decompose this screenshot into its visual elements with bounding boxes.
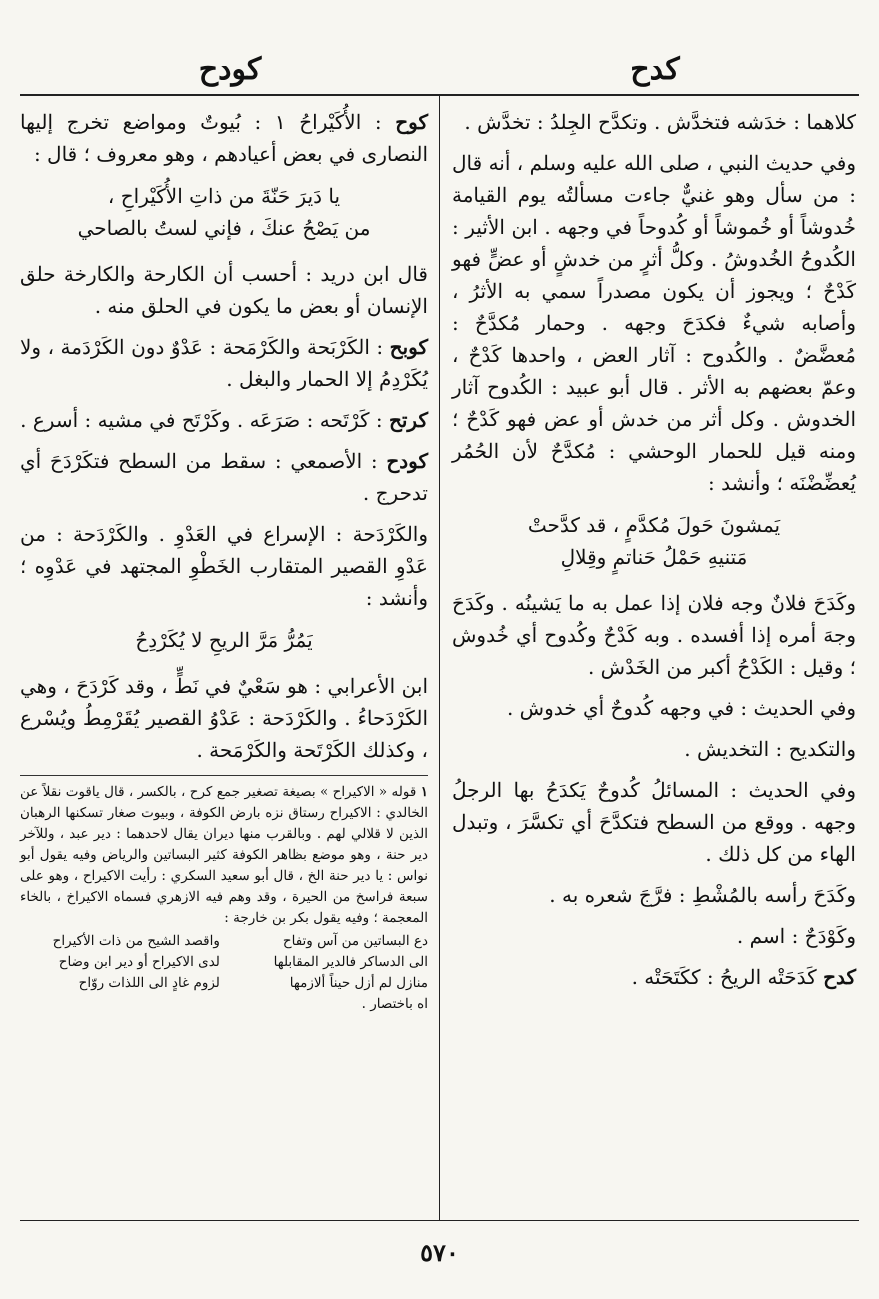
entry-paragraph: وكَدَحَ فلانٌ وجه فلان إذا عمل به ما يَشينُه . وكَدَحَ وجهَ أمره إذا أفسده . وبه كَدْحٌ وكُدوح أي خُدوش ؛ وقيل : الكَدْحُ أكبر من الخَدْش . [452, 591, 856, 679]
verse-block [20, 180, 428, 244]
column-right [452, 106, 856, 1002]
footnote-verse-row [20, 931, 428, 952]
entry-kdh [452, 961, 856, 993]
verse-hemistich: لدى الاكيراح أو دير ابن وضاح [58, 954, 220, 970]
column-left [20, 106, 428, 1015]
footnote-verse-row [20, 952, 428, 973]
footer-rule [20, 1220, 859, 1221]
verse-line: يَمُرُّ مَرَّ الريحِ لا يُكَرْدِحُ [135, 628, 313, 652]
entry-paragraph: وكَوْدَحٌ : اسم . [736, 924, 856, 948]
verse-block [452, 509, 856, 573]
page-header-left: كودح [198, 52, 262, 87]
footnote-mark: ١ [420, 784, 428, 800]
entry-text: : الأُكَيْراحُ ١ : بُيوتٌ ومواضع تخرج إليها النصارى في بعض أعيادهم ، وهو معروف ؛ قال : [20, 110, 428, 166]
column-divider [439, 96, 440, 1220]
entry-text: : الكَرْبَحة والكَرْمَحة : عَدْوٌ دون الكَرْدَمة ، ولا يُكَرْدِمُ إلا الحمار والبغل . [20, 335, 428, 391]
headword: كوبح [389, 335, 428, 359]
headword: كرتح [388, 408, 428, 432]
headword: كودح [386, 449, 428, 473]
entry-paragraph: والتكديح : التخديش . [684, 737, 856, 761]
page-number: ٥٧٠ [420, 1238, 459, 1267]
footnote-text: قوله « الاكيراح » بصيغة تصغير جمع كرح ، بالكسر ، قال ياقوت نقلاً عن الخالدي : الاكيراح رستاق نزه بارض الكوفة ، وبيوت صغار تسكنها الرهبان الذين لا قلالي لهم . وبالقرب منها ديران يقال لاحدهما : دير عبد ، وللآخر دير حنة ، وهو موضع بظاهر الكوفة كثير البساتين والرياض وفيه يقول أبو نواس : يا دير حنة الخ ، قال أبو سعيد السكري : رأيت الاكيراح ، وهو على سبعة فراسخ من الحيرة ، وقد وهم فيه الازهري فسماه الاكيراخ ، بالخاء المعجمة ؛ وفيه يقول بكر بن خارجة : [20, 784, 428, 926]
entry-paragraph: وكَدَحَ رأسه بالمُشْطِ : فرَّجَ شعره به . [549, 883, 856, 907]
headword: كوح [395, 110, 428, 134]
entry-paragraph: والكَرْدَحة : الإسراع في العَدْوِ . والكَرْدَحة : من عَدْوِ القصير المتقارب الخَطْوِ المجتهد في عَدْوِه ؛ وأنشد : [20, 522, 428, 610]
footnote-verses [20, 931, 428, 1015]
entry-paragraph: كلاهما : خدَشه فتخدَّش . وتكدَّح الجِلدُ : تخدَّش . [464, 110, 856, 134]
entry-paragraph: وفي الحديث : المسائلُ كُدوحٌ يَكدَحُ بها الرجلُ وجهه . ووقع من السطح فتكدَّحَ أي تكسَّرَ ، وتبدل الهاء من كل ذلك . [452, 778, 857, 866]
verse-hemistich: دع البساتين من آس وتفاح [282, 933, 428, 949]
entry-paragraph: قال ابن دريد : أحسب أن الكارحة والكارخة حلق الإنسان أو بعض ما يكون في الحلق منه . [20, 262, 428, 318]
entry-kwdh [20, 445, 428, 509]
entry-kwh [20, 106, 428, 170]
headword: كدح [823, 965, 856, 989]
entry-kwbh [20, 331, 428, 395]
entry-text: كَدَحَتْه الريحُ : ككَتَحَتْه . [631, 965, 824, 989]
verse-line: مَتنيهِ حَمْلُ حَناتمٍ وقِلالِ [560, 545, 748, 569]
footnote-separator [20, 775, 428, 776]
verse-block [20, 624, 428, 656]
entry-text: : كَرْتَحه : صَرَعَه . وكَرْتَح في مشيه : أسرع . [20, 408, 389, 432]
footnote-end: اه باختصار . [361, 996, 428, 1012]
page-header-right: كدح [630, 52, 680, 87]
verse-line: يَمشونَ حَولَ مُكدَّمٍ ، قد كدَّحتْ [527, 513, 781, 537]
verse-hemistich: لزوم غادٍ الى اللذات روّاح [78, 975, 220, 991]
footnote-verse-row [20, 973, 428, 994]
entry-paragraph: وفي حديث النبي ، صلى الله عليه وسلم ، أنه قال : من سأل وهو غنيٌّ جاءت مسألتُه يوم القيامة خُدوشاً أو خُموشاً أو كُدوحاً في وجهه . ابن الأثير : الكُدوحُ الخُدوشُ . وكلُّ أثرٍ من خدشٍ أو عضٍّ فهو كَدْحٌ ؛ ويجوز أن يكون مصدراً سمي به الأثرُ ، وأصابه شيءٌ فكدَحَ وجهه . وحمار مُكدَّحٌ : مُعضَّضٌ . والكُدوح : آثار العض ، واحدها كَدْحٌ ، وعمّ بعضهم به الأثر . قال أبو عبيد : الكُدوح آثار الخدوش . وكل أثر من خدش أو عض فهو كَدْحٌ ؛ ومنه قيل للحمار الوحشي : مُكدَّحٌ لأن الحُمُر يُعضِّضْنَه ؛ وأنشد : [452, 151, 856, 495]
footnote [20, 782, 428, 929]
verse-hemistich: واقصد الشيح من ذات الأكيراح [52, 933, 220, 949]
entry-paragraph: ابن الأعرابي : هو سَعْيٌ في نَطٍّ ، وقد كَرْدَحَ ، وهي الكَرْدَحاءُ . والكَرْدَحة : عَدْوُ القصير يُقَرْمِطُ ويُسْرع ، وكذلك الكَرْتَحة والكَرْمَحة . [20, 674, 428, 762]
entry-text: : الأصمعي : سقط من السطح فتكَرْدَحَ أي تدحرج . [20, 449, 428, 505]
verse-hemistich: الى الدساكر فالدير المقابلها [273, 954, 428, 970]
verse-line: من يَصْحُ عنكَ ، فإني لستُ بالصاحي [77, 216, 371, 240]
verse-hemistich: منازل لم أزل حيناً ألازمها [289, 975, 428, 991]
entry-paragraph: وفي الحديث : في وجهه كُدوحٌ أي خدوش . [506, 696, 856, 720]
verse-line: يا دَيرَ حَنّةَ من ذاتِ الأُكَيْراحِ ، [107, 184, 341, 208]
entry-krth [20, 404, 428, 436]
